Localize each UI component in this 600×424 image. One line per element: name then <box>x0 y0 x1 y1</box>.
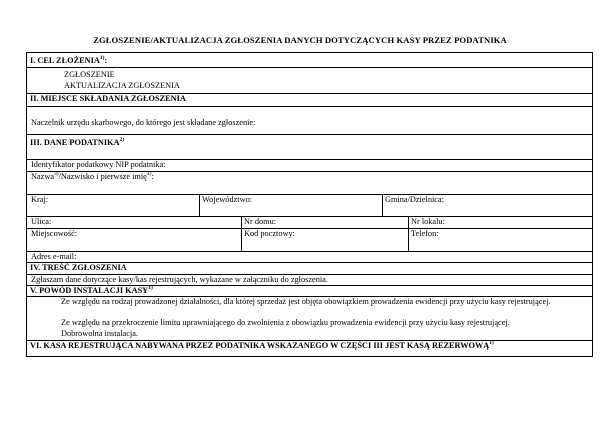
checkbox-reason-3[interactable] <box>55 332 60 337</box>
option-aktualizacja: AKTUALIZACJA ZGŁOSZENIA <box>64 81 180 90</box>
checkbox-reason-2[interactable] <box>55 321 60 326</box>
checkbox-zgloszenie[interactable] <box>55 72 60 77</box>
country-label[interactable]: Kraj: <box>31 195 49 204</box>
cash-register-form <box>26 52 593 357</box>
email-label[interactable]: Adres e-mail: <box>31 252 77 261</box>
name-label[interactable]: Nazwa$^{3)}$/Nazwisko i pierwsze imię$^{4)}$: <box>31 171 154 181</box>
section-6-heading: VI. KASA REJESTRUJĄCA NABYWANA PRZEZ PODATNIKA WSKAZANEGO W CZĘŚCI III JEST KASĄ REZERWOWĄ$^{1)}$ <box>30 340 494 350</box>
municipality-label[interactable]: Gmina/Dzielnica: <box>385 195 444 204</box>
reason-1: Ze względu na rodzaj prowadzonej działalności, dla której sprzedaż jest objęta obowiązkiem prowadzenia ewidencji przy użyciu kasy rejestrującej. <box>61 297 551 306</box>
nip-label[interactable]: Identyfikator podatkowy NIP podatnika: <box>31 160 166 169</box>
voivodeship-label[interactable]: Województwo: <box>202 195 253 204</box>
section-3-heading: III. DANE PODATNIKA$^{2)}$ <box>30 137 125 147</box>
reason-3: Dobrowolna instalacja. <box>61 329 138 338</box>
house-number-label[interactable]: Nr domu: <box>244 217 277 226</box>
section-1-heading: I. CEL ZŁOŻENIA$^{1)}$: <box>30 55 108 65</box>
section-4-text: Zgłaszam dane dotyczące kasy/kas rejestrujących, wykazane w załączniku do zgłoszenia. <box>31 275 328 284</box>
checkbox-reason-1[interactable] <box>55 300 60 305</box>
form-title: ZGŁOSZENIE/AKTUALIZACJA ZGŁOSZENIA DANYCH DOTYCZĄCYCH KASY PRZEZ PODATNIKA <box>93 35 507 45</box>
apartment-number-label[interactable]: Nr lokalu: <box>411 217 445 226</box>
checkbox-aktualizacja[interactable] <box>55 83 60 88</box>
section-4-heading: IV. TREŚĆ ZGŁOSZENIA <box>30 263 127 272</box>
street-label[interactable]: Ulica: <box>31 217 52 226</box>
phone-label[interactable]: Telefon: <box>411 229 439 238</box>
office-label: Naczelnik urzędu skarbowego, do którego jest składane zgłoszenie: <box>31 118 256 127</box>
postal-code-label[interactable]: Kod pocztowy: <box>244 229 295 238</box>
reason-2: Ze względu na przekroczenie limitu uprawniającego do zwolnienia z obowiązku prowadzenia ewidencji przy użyciu kasy rejestrującej. <box>61 318 510 327</box>
section-5-heading: V. POWÓD INSTALACJI KASY$^{1)}$ <box>30 285 153 295</box>
option-zgloszenie: ZGŁOSZENIE <box>64 70 115 79</box>
city-label[interactable]: Miejscowość: <box>31 229 78 238</box>
section-2-heading: II. MIEJSCE SKŁADANIA ZGŁOSZENIA <box>30 94 186 103</box>
page-dot <box>538 381 540 383</box>
